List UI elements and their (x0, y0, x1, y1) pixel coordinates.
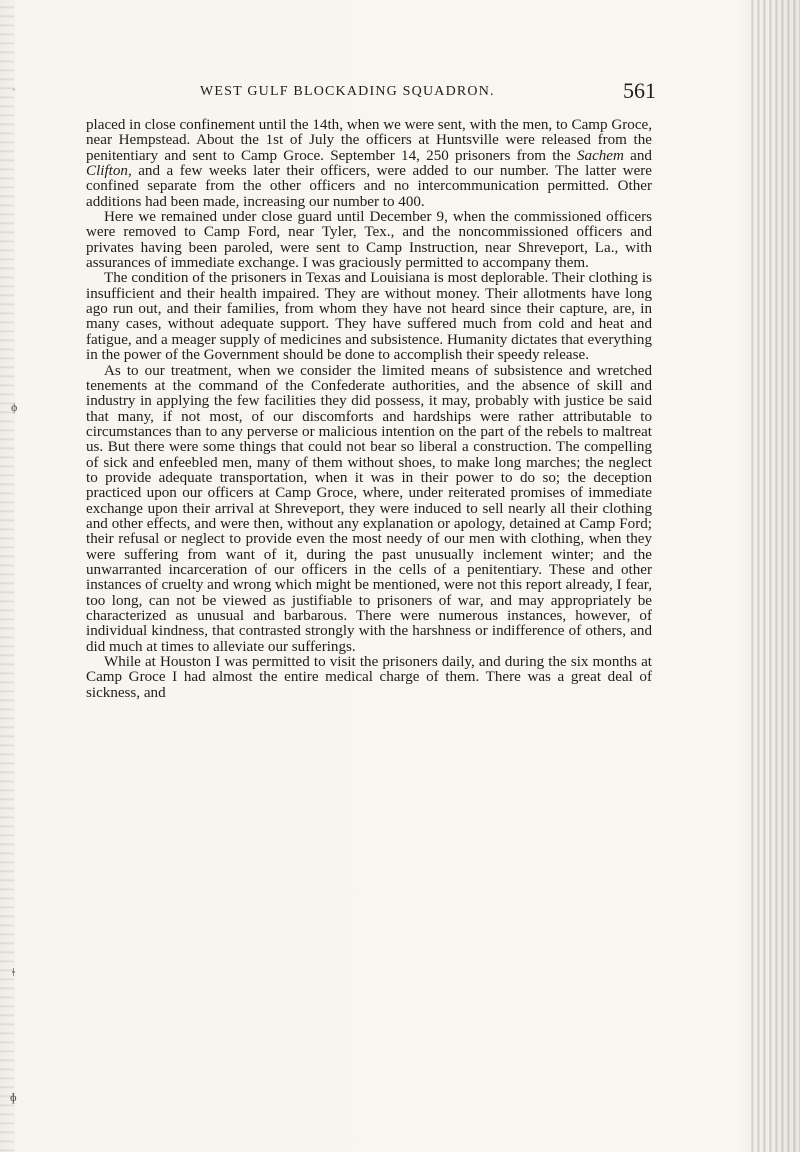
paragraph-1-text-b: and (623, 147, 652, 164)
paragraph-5: While at Houston I was permitted to visit the prisoners daily, and during the six months at Camp Groce I had almost the entire medical charge of them. There was a great deal of sickness, and (86, 654, 652, 701)
margin-speck: ɸ (10, 1090, 17, 1104)
margin-speck: ˈ (12, 86, 16, 100)
paragraph-3: The condition of the prisoners in Texas and Louisiana is most deplorable. Their clothing is insufficient and their health impaired. They are without money. Their allotments have long ago run out, and their families, from whom they have not heard since their capture, are, in many cases, without adequate support. They have suffered much from cold and heat and fatigue, and a meager supply of medicines and subsistence. Humanity dictates that everything in the power of the Government should be done to accomplish their speedy release. (86, 270, 652, 364)
ship-name-clifton: Clifton (86, 163, 128, 180)
body-text (86, 118, 652, 701)
paragraph-1-text-c: , and a few weeks later their officers, were added to our number. The latter were confined separate from the other officers and no intercommunication permitted. Other additions had been made, increasing our number to 400. (86, 163, 652, 210)
margin-speck: ϕ (11, 400, 18, 414)
ship-name-sachem: Sachem (576, 147, 624, 164)
paragraph-2: Here we remained under close guard until December 9, when the commissioned officers were removed to Camp Ford, near Tyler, Tex., and the noncommissioned officers and privates having been paroled, were sent to Camp Instruction, near Shreveport, La., with assurances of immediate exchange. I was graciously permitted to accompany them. (86, 209, 652, 272)
paragraph-1 (86, 118, 652, 210)
running-title: WEST GULF BLOCKADING SQUADRON. (200, 84, 495, 99)
paragraph-1-text-a: placed in close confinement until the 14th, when we were sent, with the men, to Camp Groce, near Hempstead. About the 1st of July the officers at Huntsville were released from the penitentiary and sent to Camp Groce. September 14, 250 prisoners from the (86, 117, 652, 164)
paragraph-4: As to our treatment, when we consider the limited means of subsistence and wretched tenements at the command of the Confederate authorities, and the absence of skill and industry in applying the few facilities they did possess, it may, probably with justice be said that many, if not most, of our discomforts and hardships were rather attributable to circumstances than to any perverse or malicious intention on the part of the rebels to maltreat us. But there were some things that could not bear so liberal a construction. The compelling of sick and enfeebled men, many of them without shoes, to make long marches; the neglect to provide adequate transportation, when it was in their power to do so; the deception practiced upon our officers at Camp Groce, where, under reiterated promises of immediate exchange upon their arrival at Shreveport, they were induced to sell nearly all their clothing and other effects, and were then, without any explanation or apology, detained at Camp Ford; their refusal or neglect to provide even the most needy of our men with clothing, when they were suffering from want of it, during the past unusually inclement winter; and the unwarranted incarceration of our officers in the cells of a penitentiary. These and other instances of cruelty and wrong which might be mentioned, were not this report already, I fear, too long, can not be viewed as justifiable to prisoners of war, and may appropriately be characterized as unusual and barbarous. There were numerous instances, however, of individual kindness, that contrasted strongly with the harshness or indifference of others, and did much at times to alleviate our sufferings. (86, 362, 652, 655)
right-page-edges (748, 0, 800, 1152)
margin-speck: ǂ (12, 965, 15, 979)
page-header (200, 78, 656, 108)
page-number: 561 (623, 78, 656, 103)
